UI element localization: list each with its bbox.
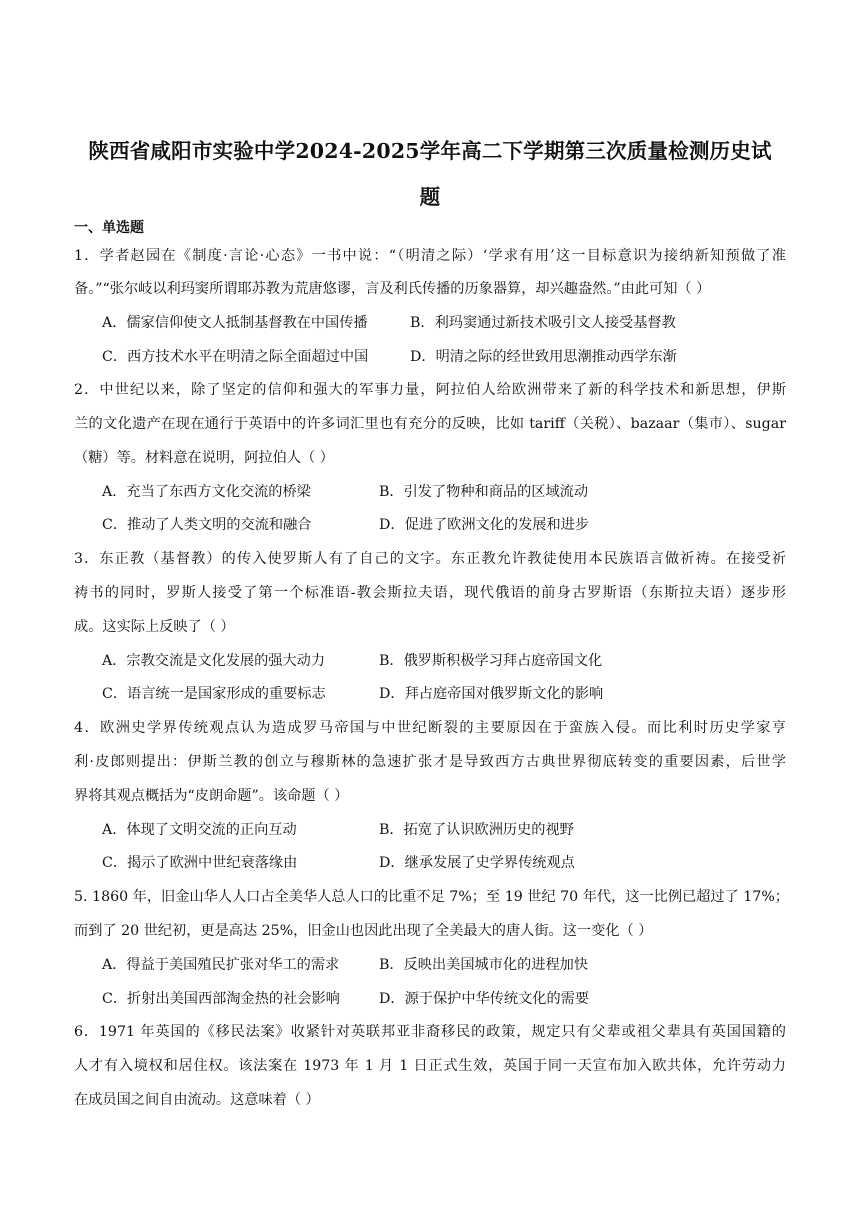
question-3-line-2: 祷书的同时，罗斯人接受了第一个标准语-教会斯拉夫语，现代俄语的前身古罗斯语（东斯拉夫语）逐步形 [74, 585, 786, 601]
question-2-line-1: 2．中世纪以来，除了坚定的信仰和强大的军事力量，阿拉伯人给欧洲带来了新的科学技术和新思想，伊斯 [74, 382, 786, 398]
question-2-line-2: 兰的文化遗产在现在通行于英语中的许多词汇里也有充分的反映，比如 tariff（关税）、bazaar（集市）、sugar [74, 416, 786, 432]
question-6-line-3: 在成员国之间自由流动。这意味着（ ） [74, 1092, 320, 1108]
question-3-line-3: 成。这实际上反映了（ ） [74, 619, 235, 635]
question-5-option-b: B．反映出美国城市化的进程加快 [379, 957, 589, 973]
question-3-option-b: B．俄罗斯积极学习拜占庭帝国文化 [379, 653, 603, 669]
question-1-line-1: 1．学者赵园在《制度·言论·心态》一书中说：“（明清之际）‘学求有用’这一目标意识为接纳新知预做了准 [74, 248, 786, 264]
question-4-option-b: B．拓宽了认识欧洲历史的视野 [379, 822, 574, 838]
question-1-option-a: A．儒家信仰使文人抵制基督教在中国传播 [102, 315, 368, 331]
question-4-line-1: 4．欧洲史学界传统观点认为造成罗马帝国与中世纪断裂的主要原因在于蛮族入侵。而比利时历史学家亨 [74, 720, 786, 736]
question-4-option-a: A．体现了文明交流的正向互动 [102, 822, 297, 838]
question-5-option-d: D．源于保护中华传统文化的需要 [379, 991, 590, 1007]
title-line-1: 陕西省咸阳市实验中学2024-2025学年高二下学期第三次质量检测历史试 [88, 139, 772, 163]
question-4-option-c: C．揭示了欧洲中世纪衰落缘由 [102, 855, 298, 871]
question-3-line-1: 3．东正教（基督教）的传入使罗斯人有了自己的文字。东正教允许教徒使用本民族语言做祈祷。在接受祈 [74, 551, 786, 567]
question-2-line-3: （糖）等。材料意在说明，阿拉伯人（ ） [74, 450, 334, 466]
question-6-line-1: 6．1971 年英国的《移民法案》收紧针对英联邦亚非裔移民的政策，规定只有父辈或祖父辈具有英国国籍的 [74, 1024, 786, 1040]
question-1-option-d: D．明清之际的经世致用思潮推动西学东渐 [410, 349, 677, 365]
question-6-line-2: 人才有入境权和居住权。该法案在 1973 年 1 月 1 日正式生效，英国于同一天宣布加入欧共体，允许劳动力 [74, 1058, 786, 1074]
question-3-option-d: D．拜占庭帝国对俄罗斯文化的影响 [379, 686, 604, 702]
question-5-option-a: A．得益于美国殖民扩张对华工的需求 [102, 957, 340, 973]
question-1-line-2: 备。”“张尔岐以利玛窦所谓耶苏教为荒唐悠谬，言及利氏传播的历象器算，却兴趣盎然。”由此可知（ ） [74, 281, 711, 297]
question-3-option-c: C．语言统一是国家形成的重要标志 [102, 686, 326, 702]
question-3-option-a: A．宗教交流是文化发展的强大动力 [102, 653, 326, 669]
question-1-option-b: B．利玛窦通过新技术吸引文人接受基督教 [410, 315, 676, 331]
question-5-option-c: C．折射出美国西部淘金热的社会影响 [102, 991, 340, 1007]
question-2-option-d: D．促进了欧洲文化的发展和进步 [379, 517, 590, 533]
question-5-line-1: 5. 1860 年，旧金山华人人口占全美华人总人口的比重不足 7%；至 19 世纪 70 年代，这一比例已超过了 17%； [74, 889, 789, 905]
question-2-option-c: C．推动了人类文明的交流和融合 [102, 517, 312, 533]
question-1-option-c: C．西方技术水平在明清之际全面超过中国 [102, 349, 369, 365]
question-4-option-d: D．继承发展了史学界传统观点 [379, 855, 575, 871]
page-title [70, 128, 790, 220]
question-4-line-3: 界将其观点概括为“皮朗命题”。该命题（ ） [74, 788, 349, 804]
title-line-2: 题 [419, 185, 441, 209]
question-2-option-b: B．引发了物种和商品的区域流动 [379, 484, 589, 500]
question-4-line-2: 利·皮郎则提出：伊斯兰教的创立与穆斯林的急速扩张才是导致西方古典世界彻底转变的重要因素，后世学 [74, 754, 786, 770]
question-5-line-2: 而到了 20 世纪初，更是高达 25%，旧金山也因此出现了全美最大的唐人街。这一变化（ ） [74, 923, 653, 939]
section-heading: 一、单选题 [74, 220, 144, 236]
question-2-option-a: A．充当了东西方文化交流的桥梁 [102, 484, 311, 500]
